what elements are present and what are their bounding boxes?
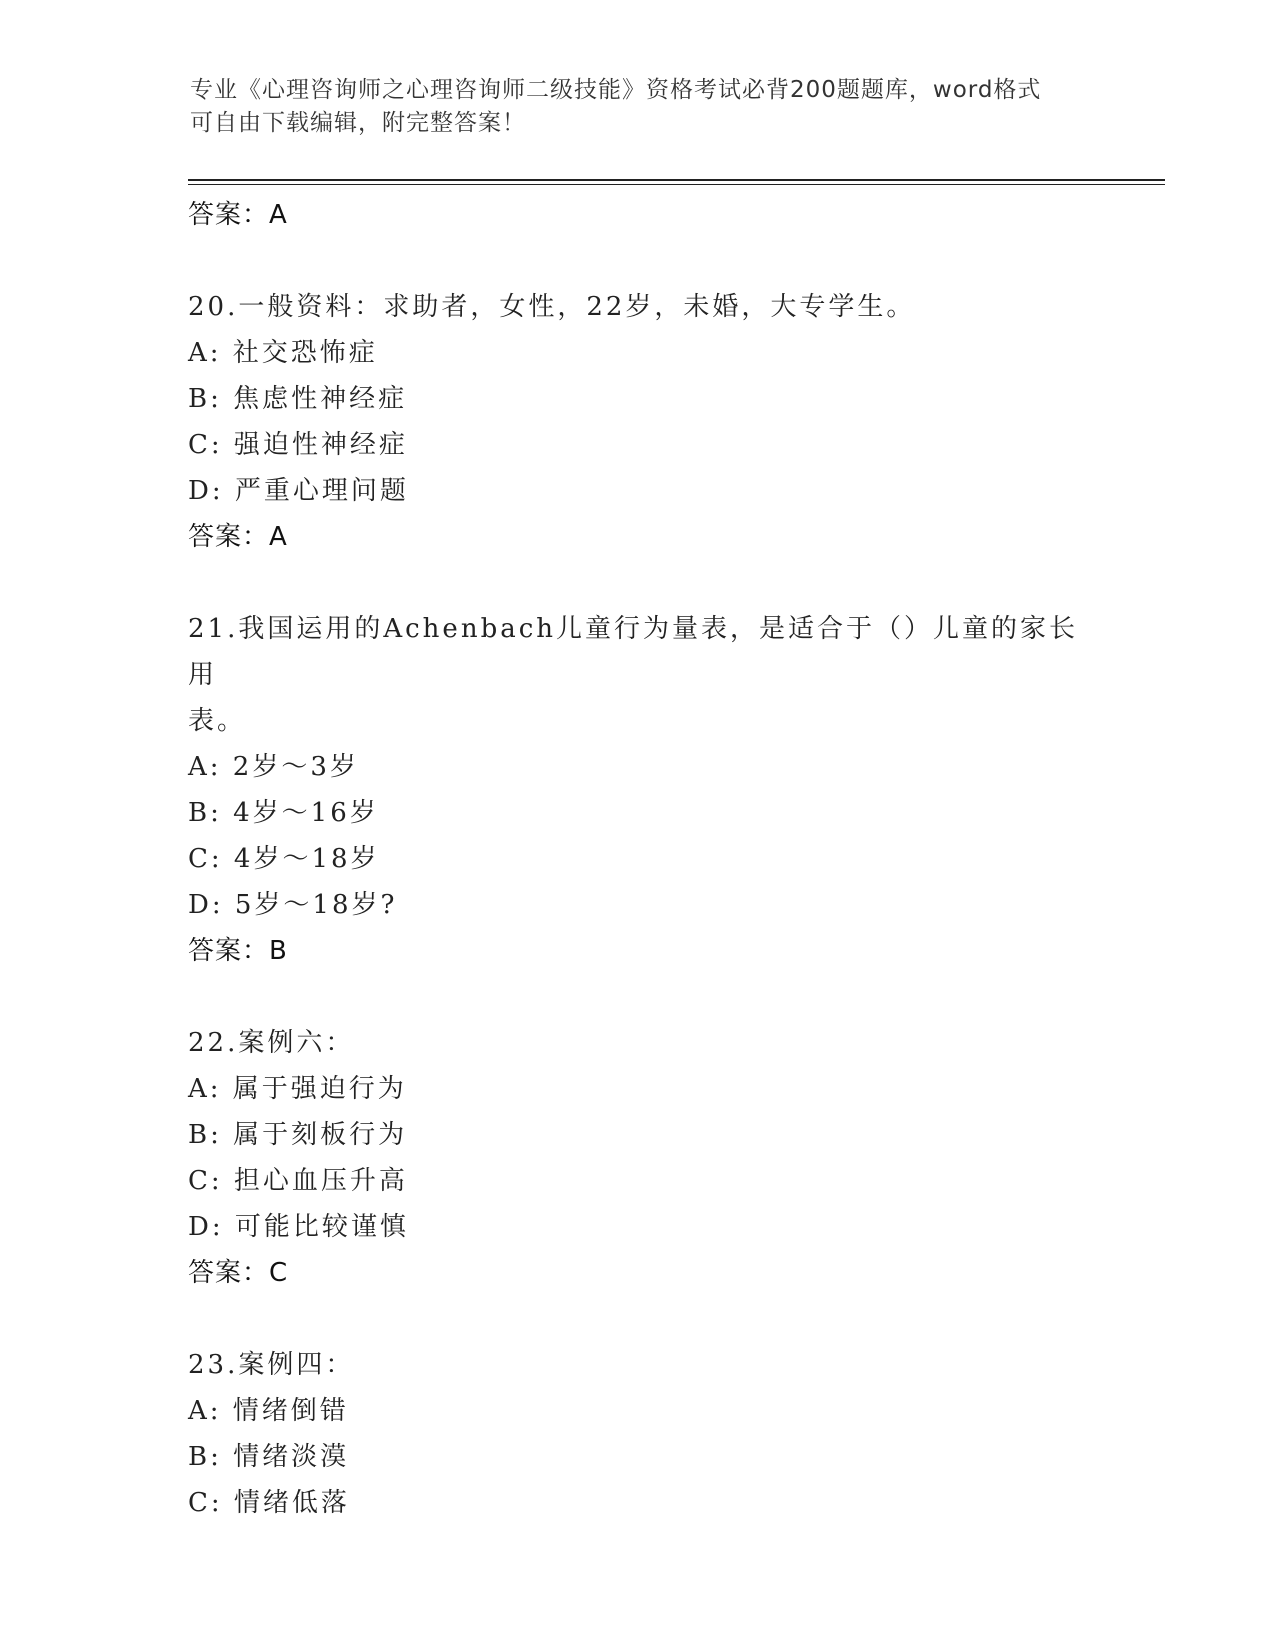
question-item <box>188 606 1088 974</box>
option-a: A: 情绪倒错 <box>188 1396 349 1426</box>
question-list <box>188 192 1088 1526</box>
option-d: D: 可能比较谨慎 <box>188 1212 409 1242</box>
option-a: A: 属于强迫行为 <box>188 1074 407 1104</box>
answer-label: 答案：B <box>188 936 288 966</box>
option-c: C: 强迫性神经症 <box>188 430 408 460</box>
option-b: B: 情绪淡漠 <box>188 1442 350 1472</box>
question-text: 23.案例四： <box>188 1350 355 1380</box>
header-line-2: 可自由下载编辑，附完整答案！ <box>190 110 526 136</box>
header-rule-thin <box>188 184 1165 185</box>
header-line-1: 专业《心理咨询师之心理咨询师二级技能》资格考试必背200题题库，word格式 <box>190 77 1042 103</box>
answer-label: 答案：C <box>188 1258 289 1288</box>
option-c: C: 4岁～18岁 <box>188 844 380 874</box>
option-c: C: 情绪低落 <box>188 1488 350 1518</box>
answer-label: 答案：A <box>188 522 288 552</box>
option-d: D: 严重心理问题 <box>188 476 409 506</box>
option-a: A: 2岁～3岁 <box>188 752 359 782</box>
option-b: B: 属于刻板行为 <box>188 1120 408 1150</box>
option-d: D: 5岁～18岁? <box>188 890 398 920</box>
option-b: B: 焦虑性神经症 <box>188 384 408 414</box>
question-item <box>188 1342 1088 1526</box>
question-text: 22.案例六： <box>188 1028 355 1058</box>
header-rule-thick <box>188 179 1165 181</box>
question-item <box>188 284 1088 560</box>
question-text: 20.一般资料：求助者，女性，22岁，未婚，大专学生。 <box>188 292 916 322</box>
option-b: B: 4岁～16岁 <box>188 798 379 828</box>
document-header <box>190 74 1090 140</box>
question-item <box>188 1020 1088 1296</box>
answer-label: 答案：A <box>188 200 288 230</box>
question-text-line-2: 表。 <box>188 706 247 736</box>
option-c: C: 担心血压升高 <box>188 1166 408 1196</box>
option-a: A: 社交恐怖症 <box>188 338 378 368</box>
question-text-line-1: 21.我国运用的Achenbach儿童行为量表，是适合于（）儿童的家长用 <box>188 614 1079 690</box>
